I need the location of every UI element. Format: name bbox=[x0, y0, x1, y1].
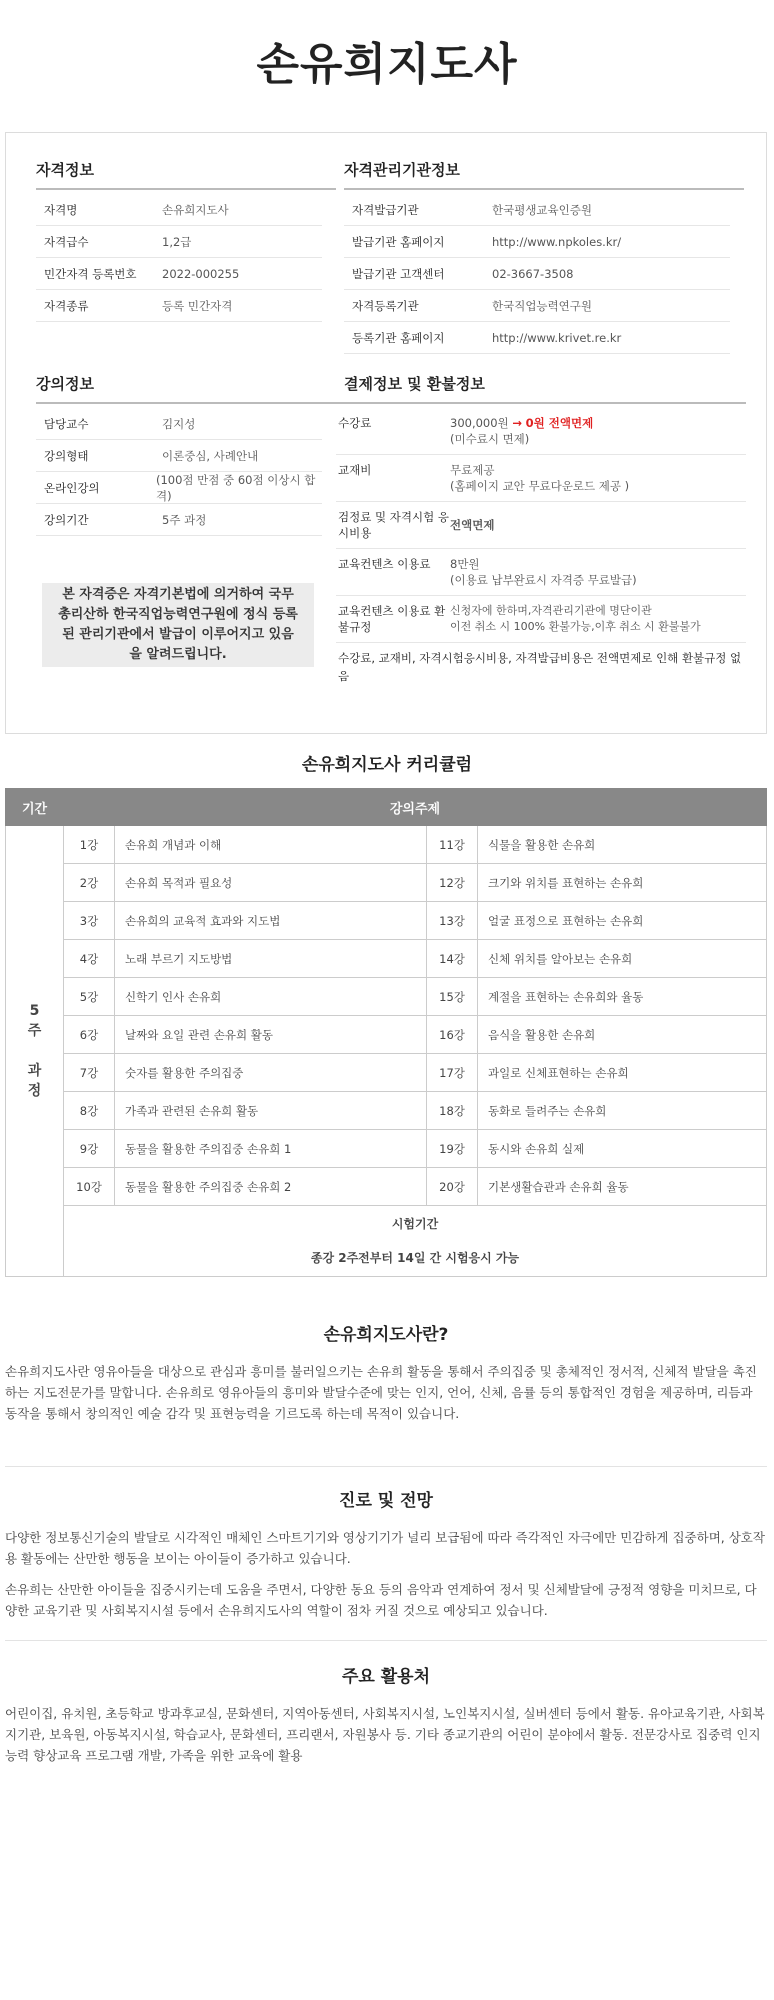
notice-box bbox=[42, 583, 314, 667]
divider bbox=[5, 1466, 767, 1467]
payment-value bbox=[450, 603, 701, 635]
content-fee: 8만원 bbox=[450, 557, 480, 571]
info-key: 자격등록기관 bbox=[352, 298, 419, 313]
lecture-subject: 동시와 손유희 실제 bbox=[478, 1130, 767, 1168]
table-row bbox=[6, 1168, 767, 1206]
info-row bbox=[36, 226, 322, 258]
info-value: 이론중심, 사례안내 bbox=[162, 448, 259, 463]
section-heading: 진로 및 전망 bbox=[339, 1491, 433, 1511]
lecture-number: 19강 bbox=[427, 1130, 478, 1168]
lecture-subject: 손유희 목적과 필요성 bbox=[115, 864, 427, 902]
subject-header: 강의주제 bbox=[64, 789, 767, 826]
lecture-subject: 식물을 활용한 손유희 bbox=[478, 826, 767, 864]
info-value[interactable]: http://www.npkoles.kr/ bbox=[492, 234, 622, 249]
arrow-icon: → bbox=[512, 416, 522, 430]
payment-key: 교재비 bbox=[338, 463, 372, 477]
info-key: 자격급수 bbox=[44, 234, 89, 249]
table-row bbox=[6, 940, 767, 978]
curriculum-title: 손유희지도사 커리큘럼 bbox=[301, 755, 473, 775]
section-heading: 주요 활용처 bbox=[341, 1667, 431, 1687]
lecture-number: 2강 bbox=[64, 864, 115, 902]
divider bbox=[5, 1640, 767, 1641]
info-value: (100점 만점 중 60점 이상시 합격) bbox=[155, 472, 316, 503]
info-row bbox=[36, 258, 322, 290]
info-key: 발급기관 홈페이지 bbox=[352, 234, 445, 249]
info-row bbox=[36, 290, 322, 322]
info-key: 등록기관 홈페이지 bbox=[352, 330, 445, 345]
lecture-number: 14강 bbox=[427, 940, 478, 978]
payment-row bbox=[336, 596, 746, 643]
info-value: 1,2급 bbox=[162, 234, 192, 249]
tuition-price: 300,000원 bbox=[450, 416, 509, 430]
refund-note: 수강료, 교재비, 자격시험응시비용, 자격발급비용은 전액면제로 인해 환불규정 없음 bbox=[338, 651, 742, 683]
about-section bbox=[5, 1320, 767, 1434]
payment-key: 교육컨텐츠 이용료 환불규정 bbox=[338, 604, 446, 634]
notice-text: 본 자격증은 자격기본법에 의거하여 국무총리산하 한국직업능력연구원에 정식 등록된 관리기관에서 발급이 이루어지고 있음을 알려드립니다. bbox=[58, 587, 298, 662]
payment-key: 교육컨텐츠 이용료 bbox=[338, 557, 431, 571]
section-paragraph: 어린이집, 유치원, 초등학교 방과후교실, 문화센터, 지역아동센터, 사회복지시설, 노인복지시설, 실버센터 등에서 활동. 유아교육기관, 사회복지기관, 보육원, 아동복지시설, 학습교사, 문화센터, 프리랜서, 자원봉사 등. 기타 종교기관의 어린이 분야에서 활동. 전문강사로 집중력 인지능력 향상교육 프로그램 개발, 가족을 위한 교육에 활용 bbox=[5, 1706, 765, 1763]
lecture-subject: 신체 위치를 알아보는 손유희 bbox=[478, 940, 767, 978]
lecture-number: 9강 bbox=[64, 1130, 115, 1168]
material-note: (홈페이지 교안 무료다운로드 제공 ) bbox=[450, 479, 630, 493]
info-row bbox=[344, 194, 730, 226]
info-box bbox=[5, 132, 767, 734]
table-row bbox=[6, 1092, 767, 1130]
career-section bbox=[5, 1486, 767, 1631]
period-text: 과 bbox=[27, 1063, 42, 1079]
table-row bbox=[6, 1054, 767, 1092]
table-row bbox=[6, 978, 767, 1016]
table-header-row bbox=[6, 789, 767, 826]
lecture-number: 16강 bbox=[427, 1016, 478, 1054]
payment-row bbox=[336, 549, 746, 596]
info-row bbox=[344, 226, 730, 258]
info-value: 한국평생교육인증원 bbox=[492, 202, 592, 217]
lecture-number: 8강 bbox=[64, 1092, 115, 1130]
exam-fee-value: 전액면제 bbox=[450, 518, 495, 532]
lecture-number: 17강 bbox=[427, 1054, 478, 1092]
tuition-free: 0원 전액면제 bbox=[525, 416, 594, 430]
period-text: 정 bbox=[27, 1083, 42, 1099]
table-row bbox=[6, 864, 767, 902]
lecture-subject: 동화로 들려주는 손유희 bbox=[478, 1092, 767, 1130]
payment-row bbox=[336, 408, 746, 455]
table-row bbox=[6, 902, 767, 940]
lecture-number: 18강 bbox=[427, 1092, 478, 1130]
info-value: 손유희지도사 bbox=[162, 202, 229, 217]
period-cell bbox=[6, 826, 64, 1277]
info-key: 온라인강의 bbox=[44, 480, 100, 495]
lecture-number: 6강 bbox=[64, 1016, 115, 1054]
section-paragraph: 손유희지도사란 영유아들을 대상으로 관심과 흥미를 불러일으키는 손유희 활동을 통해서 주의집중 및 총체적인 정서적, 신체적 발달을 촉진하는 지도전문가를 말합니다. 손유희로 영유아들의 흥미와 발달수준에 맞는 인지, 언어, 신체, 음률 등의 통합적인 경험을 제공하며, 리듬과 동작을 통해서 창의적인 예술 감각 및 표현능력을 기르도록 하는데 목적이 있습니다. bbox=[5, 1364, 757, 1421]
info-value: 02-3667-3508 bbox=[492, 266, 574, 281]
payment-section bbox=[336, 373, 746, 691]
lecture-number: 3강 bbox=[64, 902, 115, 940]
info-row bbox=[344, 290, 730, 322]
info-value: 5주 과정 bbox=[162, 512, 207, 527]
lecture-number: 1강 bbox=[64, 826, 115, 864]
lecture-subject: 가족과 관련된 손유희 활동 bbox=[115, 1092, 427, 1130]
info-key: 자격종류 bbox=[44, 298, 89, 313]
info-key: 발급기관 고객센터 bbox=[352, 266, 445, 281]
lecture-number: 20강 bbox=[427, 1168, 478, 1206]
usage-section bbox=[5, 1662, 767, 1776]
section-title: 자격관리기관정보 bbox=[344, 159, 744, 190]
payment-value bbox=[450, 462, 629, 494]
refund-line1: 신청자에 한하며,자격관리기관에 명단이관 bbox=[450, 604, 652, 617]
info-value: 김지성 bbox=[162, 416, 196, 431]
section-heading: 손유희지도사란? bbox=[323, 1325, 449, 1345]
info-value: 2022-000255 bbox=[162, 266, 240, 281]
exam-period-title: 시험기간 bbox=[391, 1217, 439, 1231]
license-info-section bbox=[36, 159, 336, 322]
agency-info-section bbox=[344, 159, 744, 354]
table-row bbox=[6, 1016, 767, 1054]
lecture-subject: 계절을 표현하는 손유희와 율동 bbox=[478, 978, 767, 1016]
info-row bbox=[36, 472, 322, 504]
info-row bbox=[344, 258, 730, 290]
material-value: 무료제공 bbox=[450, 463, 495, 477]
info-key: 강의기간 bbox=[44, 512, 89, 527]
info-row bbox=[36, 194, 322, 226]
info-value[interactable]: http://www.krivet.re.kr bbox=[492, 330, 622, 345]
payment-row bbox=[336, 502, 746, 549]
section-title: 강의정보 bbox=[36, 373, 336, 404]
section-paragraph: 손유희는 산만한 아이들을 집중시키는데 도움을 주면서, 다양한 동요 등의 음악과 연계하여 정서 및 신체발달에 긍정적 영향을 미치므로, 다양한 교육기관 및 사회복지시설 등에서 손유희지도사의 역할이 점차 커질 것으로 예상되고 있습니다. bbox=[5, 1582, 757, 1618]
info-row bbox=[36, 408, 322, 440]
lecture-number: 7강 bbox=[64, 1054, 115, 1092]
lecture-number: 13강 bbox=[427, 902, 478, 940]
info-key: 자격명 bbox=[44, 202, 78, 217]
tuition-note: (미수료시 면제) bbox=[450, 432, 530, 446]
lecture-number: 15강 bbox=[427, 978, 478, 1016]
lecture-number: 12강 bbox=[427, 864, 478, 902]
section-title: 결제정보 및 환불정보 bbox=[336, 373, 746, 404]
lecture-subject: 숫자를 활용한 주의집중 bbox=[115, 1054, 427, 1092]
page-title: 손유희지도사 bbox=[256, 39, 518, 90]
info-key: 담당교수 bbox=[44, 416, 89, 431]
course-info-section bbox=[36, 373, 336, 536]
info-row bbox=[344, 322, 730, 354]
table-row bbox=[6, 826, 767, 864]
payment-value bbox=[450, 556, 637, 588]
payment-key: 검정료 및 자격시험 응시비용 bbox=[338, 510, 449, 540]
lecture-subject: 동물을 활용한 주의집중 손유희 1 bbox=[115, 1130, 427, 1168]
info-key: 강의형태 bbox=[44, 448, 89, 463]
content-fee-note: (이용료 납부완료시 자격증 무료발급) bbox=[450, 573, 637, 587]
exam-period-cell bbox=[64, 1206, 767, 1277]
lecture-subject: 동물을 활용한 주의집중 손유희 2 bbox=[115, 1168, 427, 1206]
lecture-subject: 음식을 활용한 손유희 bbox=[478, 1016, 767, 1054]
table-row bbox=[6, 1206, 767, 1277]
table-row bbox=[6, 1130, 767, 1168]
info-key: 자격발급기관 bbox=[352, 202, 419, 217]
payment-value bbox=[450, 415, 593, 447]
lecture-subject: 손유희의 교육적 효과와 지도법 bbox=[115, 902, 427, 940]
info-row bbox=[36, 504, 322, 536]
period-text: 주 bbox=[27, 1023, 42, 1039]
section-title: 자격정보 bbox=[36, 159, 336, 190]
payment-key: 수강료 bbox=[338, 416, 372, 430]
refund-line2: 이전 취소 시 100% 환불가능,이후 취소 시 환불불가 bbox=[450, 620, 701, 633]
period-header: 기간 bbox=[6, 789, 64, 826]
lecture-number: 10강 bbox=[64, 1168, 115, 1206]
lecture-subject: 과일로 신체표현하는 손유희 bbox=[478, 1054, 767, 1092]
info-value: 한국직업능력연구원 bbox=[492, 298, 592, 313]
lecture-subject: 신학기 인사 손유희 bbox=[115, 978, 427, 1016]
info-key: 민간자격 등록번호 bbox=[44, 266, 137, 281]
lecture-subject: 노래 부르기 지도방법 bbox=[115, 940, 427, 978]
payment-row bbox=[336, 455, 746, 502]
lecture-subject: 얼굴 표정으로 표현하는 손유희 bbox=[478, 902, 767, 940]
curriculum-table bbox=[5, 788, 767, 1277]
lecture-number: 4강 bbox=[64, 940, 115, 978]
period-text: 5 bbox=[29, 1003, 40, 1019]
exam-period-desc: 종강 2주전부터 14일 간 시험응시 가능 bbox=[310, 1251, 520, 1265]
lecture-number: 11강 bbox=[427, 826, 478, 864]
lecture-number: 5강 bbox=[64, 978, 115, 1016]
lecture-subject: 크기와 위치를 표현하는 손유희 bbox=[478, 864, 767, 902]
section-paragraph: 다양한 정보통신기술의 발달로 시각적인 매체인 스마트기기와 영상기기가 널리 보급됨에 따라 즉각적인 자극에만 민감하게 집중하며, 상호작용 활동에는 산만한 행동을 보이는 아이들이 증가하고 있습니다. bbox=[5, 1530, 765, 1566]
info-row bbox=[36, 440, 322, 472]
info-value: 등록 민간자격 bbox=[162, 298, 233, 313]
lecture-subject: 날짜와 요일 관련 손유희 활동 bbox=[115, 1016, 427, 1054]
lecture-subject: 기본생활습관과 손유희 율동 bbox=[478, 1168, 767, 1206]
lecture-subject: 손유희 개념과 이해 bbox=[115, 826, 427, 864]
